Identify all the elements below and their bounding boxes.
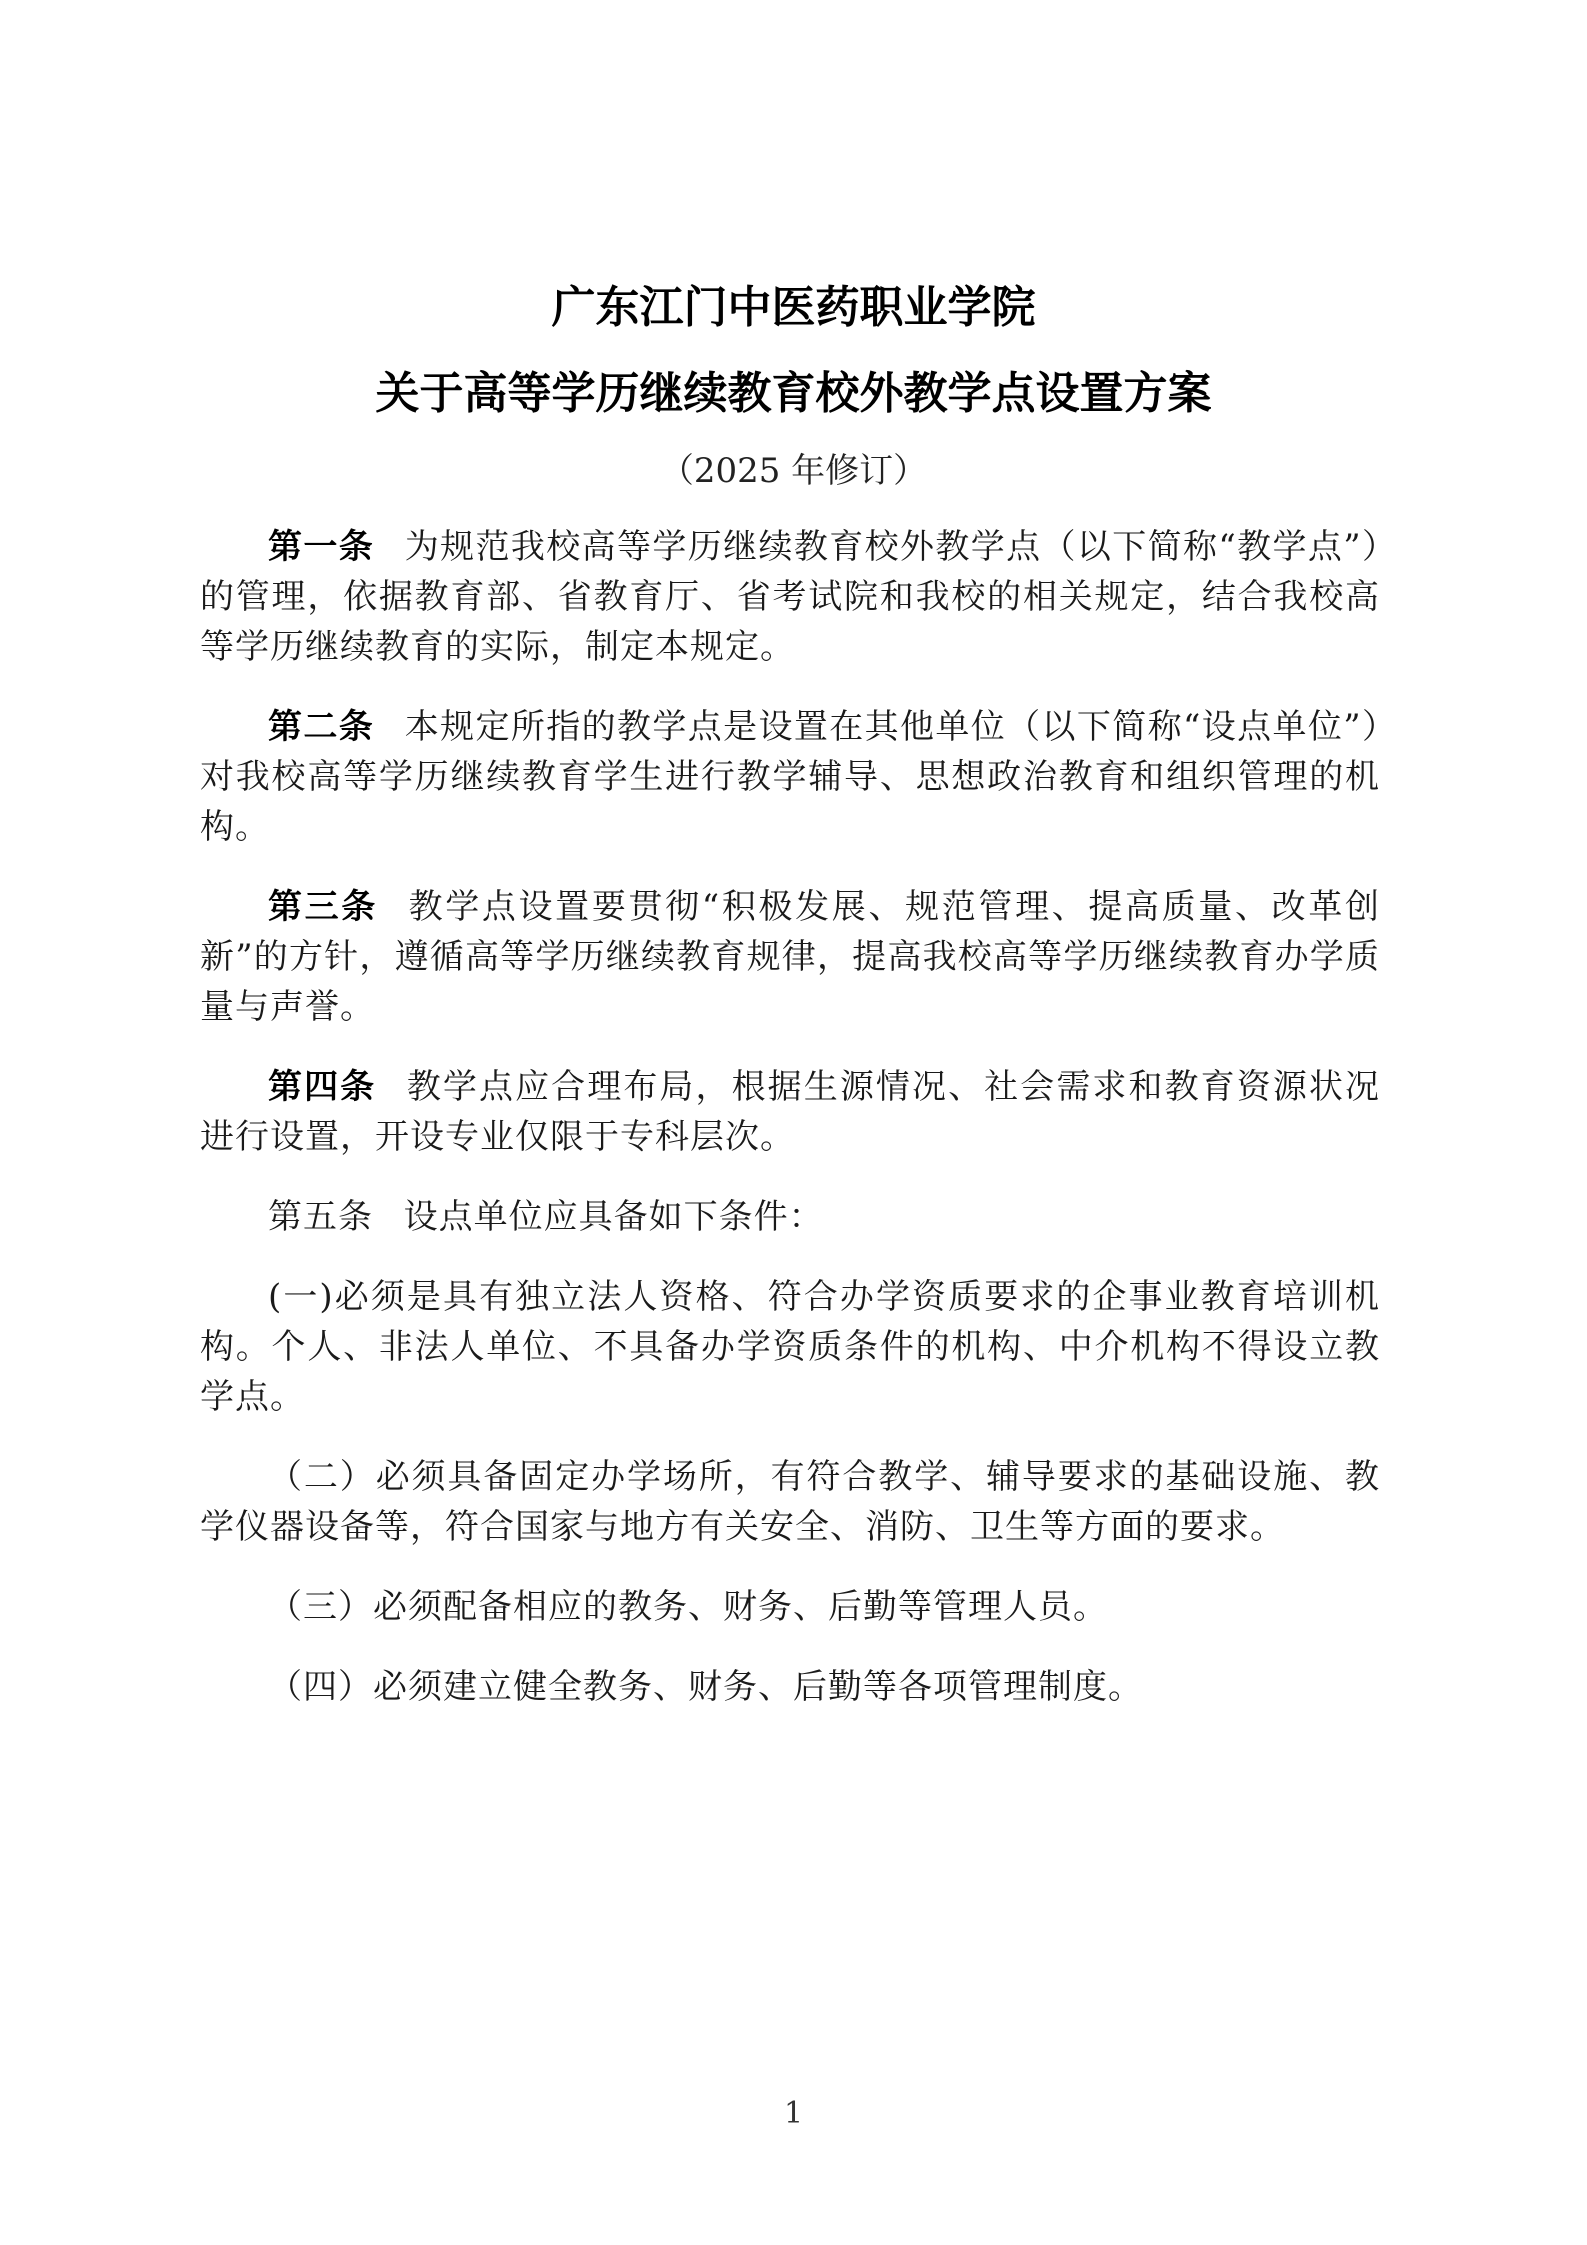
article-label: 第五条 [268, 1197, 373, 1237]
condition-3: （三）必须配备相应的教务、财务、后勤等管理人员。 [268, 1587, 1108, 1627]
article-text: 教学点设置要贯彻“积极发展、规范管理、提高质量、改革创新”的方针，遵循高等学历继续教育规律，提高我校高等学历继续教育办学质量与声誉。 [200, 887, 1380, 1027]
article-text: 教学点应合理布局，根据生源情况、社会需求和教育资源状况进行设置，开设专业仅限于专科层次。 [200, 1067, 1380, 1157]
article-5 [200, 1192, 1380, 1242]
condition-4: （四）必须建立健全教务、财务、后勤等各项管理制度。 [268, 1667, 1143, 1707]
document-body [200, 522, 1380, 1742]
document-title-line-1: 广东江门中医药职业学院 [551, 282, 1036, 333]
article-text: 设点单位应具备如下条件： [403, 1197, 824, 1237]
article-text: 为规范我校高等学历继续教育校外教学点（以下简称“教学点”）的管理，依据教育部、省教育厅、省考试院和我校的相关规定，结合我校高等学历继续教育的实际，制定本规定。 [200, 527, 1381, 667]
page-number: 1 [783, 2096, 804, 2131]
article-1 [200, 522, 1380, 672]
article-2 [200, 702, 1380, 852]
document-title-line-2: 关于高等学历继续教育校外教学点设置方案 [375, 368, 1212, 419]
article-label: 第一条 [268, 527, 375, 567]
condition-2: （二）必须具备固定办学场所，有符合教学、辅导要求的基础设施、教学仪器设备等，符合国家与地方有关安全、消防、卫生等方面的要求。 [200, 1457, 1380, 1547]
condition-1: (一)必须是具有独立法人资格、符合办学资质要求的企事业教育培训机构。个人、非法人单位、不具备办学资质条件的机构、中介机构不得设立教学点。 [200, 1277, 1380, 1417]
document-subtitle: （2025 年修订） [659, 451, 928, 491]
article-label: 第三条 [268, 887, 378, 927]
article-4 [200, 1062, 1380, 1162]
article-text: 本规定所指的教学点是设置在其他单位（以下简称“设点单位”）对我校高等学历继续教育学生进行教学辅导、思想政治教育和组织管理的机构。 [200, 707, 1381, 847]
article-label: 第二条 [268, 707, 375, 747]
article-label: 第四条 [268, 1067, 377, 1107]
article-3 [200, 882, 1380, 1032]
